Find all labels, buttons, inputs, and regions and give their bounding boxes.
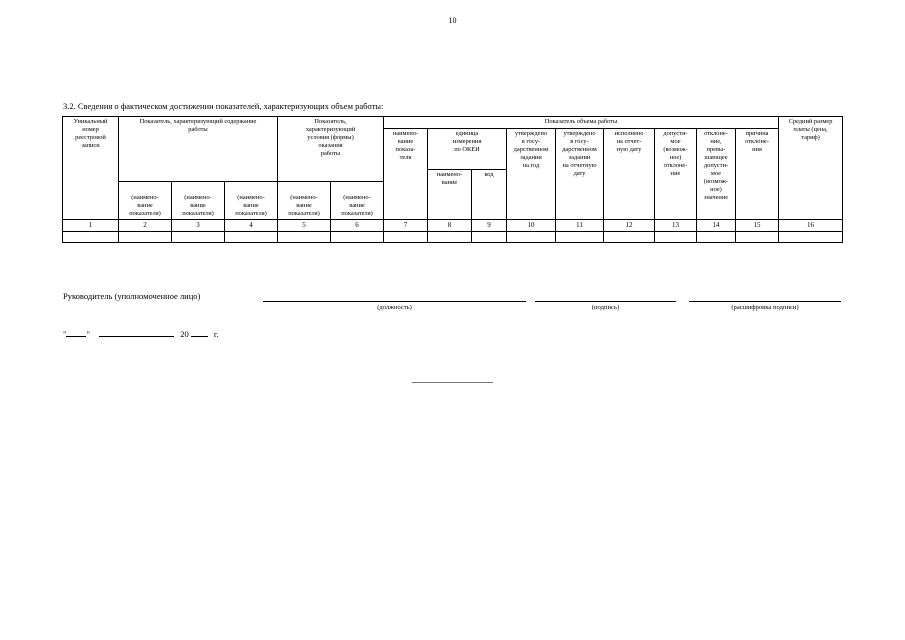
column-number: 3: [172, 220, 225, 231]
column-number: 2: [119, 220, 172, 231]
signature-field[interactable]: [535, 301, 676, 302]
column-number: 4: [225, 220, 278, 231]
column-number: 6: [331, 220, 384, 231]
table-cell[interactable]: [736, 231, 779, 242]
year-prefix: 20: [180, 329, 189, 339]
column-number: 15: [736, 220, 779, 231]
year-suffix: г.: [213, 329, 219, 339]
table-cell[interactable]: [63, 231, 119, 242]
column-number: 5: [278, 220, 331, 231]
header-content-name-2: (наимено- вание показателя): [172, 181, 225, 220]
table-cell[interactable]: [697, 231, 736, 242]
table-cell[interactable]: [556, 231, 604, 242]
signature-caption: (подпись): [591, 304, 620, 311]
signer-label: Руководитель (уполномоченное лицо): [63, 291, 201, 301]
table-cell[interactable]: [779, 231, 843, 242]
table-cell[interactable]: [384, 231, 428, 242]
header-condition-indicator: Показатель, характеризующий условия (формы) оказания работы: [278, 117, 384, 182]
column-number: 16: [779, 220, 843, 231]
table-cell[interactable]: [331, 231, 384, 242]
header-condition-name-2: (наимено- вание показателя): [331, 181, 384, 220]
header-approved-report-date: утверждено в госу- дарственном задании на отчетную дату: [556, 129, 604, 220]
column-number: 8: [428, 220, 472, 231]
header-content-name-1: (наимено- вание показателя): [119, 181, 172, 220]
column-number: 9: [472, 220, 507, 231]
header-volume-indicator: Показатель объема работы: [384, 117, 779, 129]
column-number: 13: [655, 220, 697, 231]
date-line: [63, 327, 219, 339]
table-cell[interactable]: [225, 231, 278, 242]
header-unit-okei: единица измерения по ОКЕИ: [428, 129, 507, 170]
month-field[interactable]: [99, 327, 174, 337]
footer-divider: [412, 382, 493, 383]
header-content-indicator: Показатель, характеризующий содержание работы: [119, 117, 278, 182]
open-quote: ": [63, 329, 67, 339]
header-unit-name: наимено- вание: [428, 170, 472, 220]
table-row: [63, 231, 843, 242]
header-approved-year: утверждено в госу- дарственном задании на год: [507, 129, 556, 220]
header-executed-report-date: исполнено на отчет- ную дату: [604, 129, 655, 220]
header-unit-code: код: [472, 170, 507, 220]
header-unique-number: Уникальный номер реестровой записи: [63, 117, 119, 220]
table-cell[interactable]: [428, 231, 472, 242]
column-number: 11: [556, 220, 604, 231]
column-number: 14: [697, 220, 736, 231]
close-quote: ": [86, 329, 90, 339]
header-average-fee: Средний размер платы (цена, тариф): [779, 117, 843, 220]
table-cell[interactable]: [119, 231, 172, 242]
signature-decoding-field[interactable]: [689, 301, 841, 302]
position-caption: (должность): [377, 304, 412, 311]
header-allowed-deviation: допусти- мое (возмож- ное) отклоне- ние: [655, 129, 697, 220]
signature-decoding-caption: (расшифровка подписи): [731, 304, 799, 311]
table-cell[interactable]: [604, 231, 655, 242]
day-field[interactable]: [66, 327, 86, 337]
page-number: 10: [448, 16, 457, 25]
table-cell[interactable]: [507, 231, 556, 242]
year-field[interactable]: [191, 327, 208, 337]
header-deviation-reason: причина отклоне- ния: [736, 129, 779, 220]
header-excess-deviation: отклоне- ние, превы- шающее допусти- мое (возмож- ное) значение: [697, 129, 736, 220]
table-cell[interactable]: [278, 231, 331, 242]
column-number: 10: [507, 220, 556, 231]
column-number: 7: [384, 220, 428, 231]
table-cell[interactable]: [472, 231, 507, 242]
volume-indicators-table: [62, 116, 843, 243]
header-indicator-name: наимено- вание показа- теля: [384, 129, 428, 220]
table-cell[interactable]: [655, 231, 697, 242]
header-content-name-3: (наимено- вание показателя): [225, 181, 278, 220]
table-cell[interactable]: [172, 231, 225, 242]
position-field[interactable]: [263, 301, 526, 302]
section-heading: 3.2. Сведения о фактическом достижении показателей, характеризующих объем работы:: [63, 101, 384, 111]
column-number: 1: [63, 220, 119, 231]
header-condition-name-1: (наимено- вание показателя): [278, 181, 331, 220]
column-number: 12: [604, 220, 655, 231]
